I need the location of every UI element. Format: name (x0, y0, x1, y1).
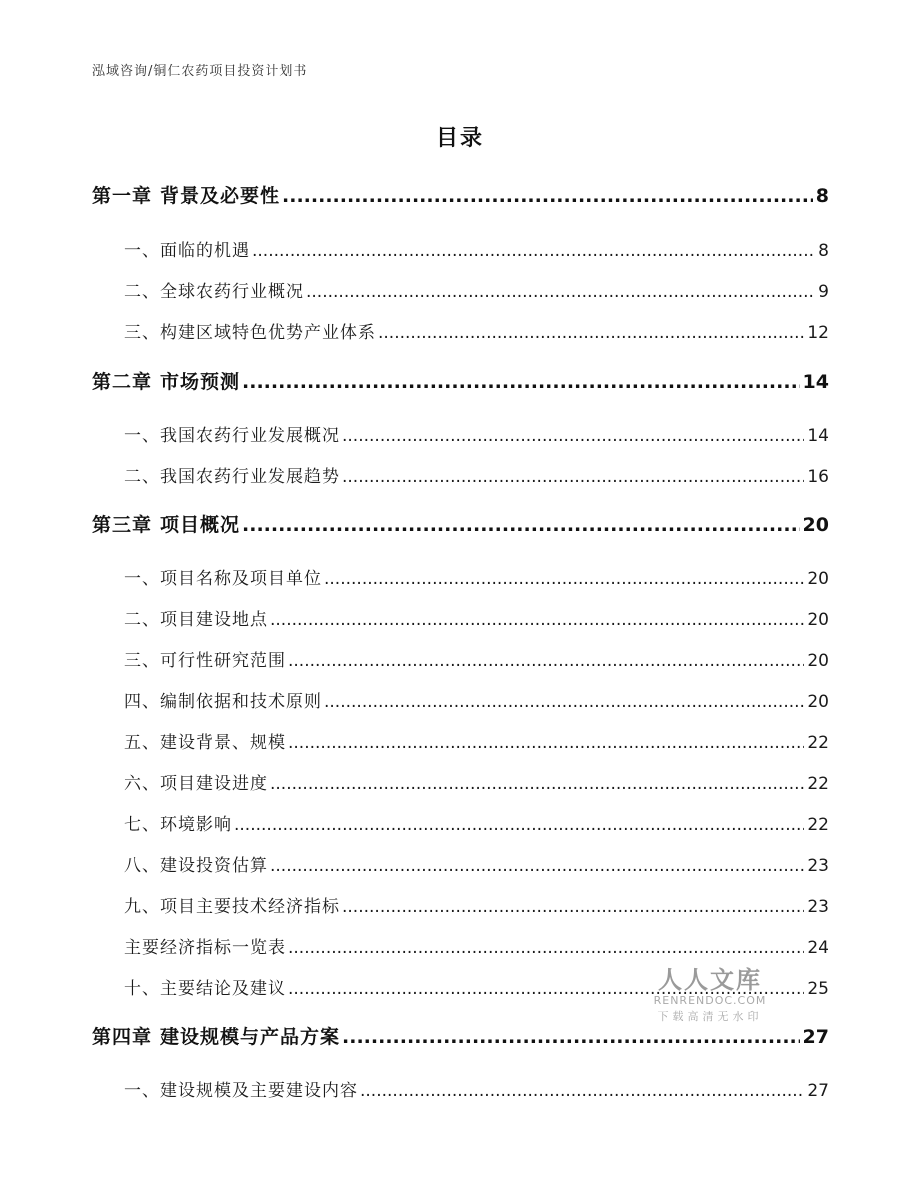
toc-entry-section-3-9[interactable] (124, 892, 829, 917)
toc-entry-label: 我国农药行业发展趋势 (160, 467, 340, 487)
toc-leader-dots (234, 815, 804, 835)
toc-entry-page: 8 (818, 241, 829, 261)
toc-entry-label: 项目建设进度 (160, 774, 268, 794)
toc-entry-number: 四、 (124, 692, 160, 712)
toc-entry-label: 项目概况 (160, 514, 241, 536)
toc-entry-page: 23 (807, 897, 829, 917)
toc-entry-page: 14 (802, 371, 829, 393)
toc-leader-dots (342, 426, 804, 446)
toc-entry-number: 第三章 (92, 514, 153, 536)
toc-entry-label: 市场预测 (160, 371, 241, 393)
toc-entry-chapter-4[interactable] (92, 1022, 829, 1049)
toc-entry-page: 8 (815, 185, 829, 207)
running-header: 泓域咨询/铜仁农药项目投资计划书 (92, 64, 308, 79)
toc-entry-section-3-2[interactable] (124, 605, 829, 630)
toc-entry-page: 9 (818, 282, 829, 302)
toc-leader-dots (342, 897, 804, 917)
toc-leader-dots (288, 938, 804, 958)
toc-entry-section-3-1[interactable] (124, 564, 829, 589)
toc-entry-section-2-2[interactable] (124, 462, 829, 487)
toc-entry-label: 建设规模与产品方案 (160, 1026, 341, 1048)
toc-entry-number: 五、 (124, 733, 160, 753)
toc-entry-section-3-3[interactable] (124, 646, 829, 671)
toc-entry-page: 20 (807, 569, 829, 589)
toc-leader-dots (288, 651, 804, 671)
toc-entry-section-3-8[interactable] (124, 851, 829, 876)
toc-entry-page: 20 (807, 651, 829, 671)
toc-entry-section-2-1[interactable] (124, 421, 829, 446)
toc-entry-page: 14 (807, 426, 829, 446)
toc-entry-number: 一、 (124, 426, 160, 446)
toc-entry-page: 22 (807, 774, 829, 794)
toc-entry-section-4-1[interactable] (124, 1076, 829, 1101)
toc-entry-number: 八、 (124, 856, 160, 876)
toc-entry-section-3-5[interactable] (124, 728, 829, 753)
toc-entry-page: 25 (807, 979, 829, 999)
toc-entry-label: 项目建设地点 (160, 610, 268, 630)
toc-entry-label: 环境影响 (160, 815, 232, 835)
toc-leader-dots (282, 185, 813, 207)
toc-leader-dots (378, 323, 804, 343)
toc-entry-number: 一、 (124, 241, 160, 261)
toc-entry-chapter-3[interactable] (92, 510, 829, 537)
toc-entry-number: 第一章 (92, 185, 153, 207)
toc-entry-page: 24 (807, 938, 829, 958)
watermark-logo-text: 人人文库 (658, 966, 762, 994)
watermark-url: RENRENDOC.COM (653, 994, 767, 1007)
toc-entry-label: 背景及必要性 (160, 185, 281, 207)
toc-title: 目录 (435, 126, 484, 151)
toc-entry-section-3-6[interactable] (124, 769, 829, 794)
toc-entry-page: 27 (802, 1026, 829, 1048)
toc-entry-label: 建设投资估算 (160, 856, 268, 876)
toc-entry-page: 20 (802, 514, 829, 536)
toc-entry-label: 项目主要技术经济指标 (160, 897, 340, 917)
toc-entry-number: 一、 (124, 569, 160, 589)
toc-entry-page: 20 (807, 610, 829, 630)
toc-leader-dots (342, 467, 804, 487)
toc-entry-page: 22 (807, 733, 829, 753)
toc-leader-dots (288, 733, 804, 753)
toc-entry-number: 第四章 (92, 1026, 153, 1048)
watermark-tagline: 下载高清无水印 (657, 1010, 763, 1023)
toc-entry-number: 二、 (124, 467, 160, 487)
toc-entry-label: 编制依据和技术原则 (160, 692, 322, 712)
toc-entry-section-3-7[interactable] (124, 810, 829, 835)
toc-entry-label: 项目名称及项目单位 (160, 569, 322, 589)
toc-entry-number: 九、 (124, 897, 160, 917)
toc-entry-page: 22 (807, 815, 829, 835)
toc-entry-main-indicators-table[interactable] (124, 933, 829, 958)
toc-entry-number: 三、 (124, 651, 160, 671)
toc-entry-label: 我国农药行业发展概况 (160, 426, 340, 446)
toc-leader-dots (242, 514, 800, 536)
toc-entry-number: 十、 (124, 979, 160, 999)
toc-entry-page: 20 (807, 692, 829, 712)
toc-leader-dots (324, 569, 804, 589)
toc-entry-section-1-3[interactable] (124, 318, 829, 343)
watermark (640, 960, 780, 1024)
toc-entry-number: 七、 (124, 815, 160, 835)
toc-entry-number: 第二章 (92, 371, 153, 393)
toc-entry-page: 27 (807, 1081, 829, 1101)
toc-entry-label: 构建区域特色优势产业体系 (160, 323, 376, 343)
toc-entry-number: 二、 (124, 282, 160, 302)
toc-entry-label: 面临的机遇 (160, 241, 250, 261)
toc-entry-chapter-2[interactable] (92, 367, 829, 394)
toc-leader-dots (270, 774, 804, 794)
toc-entry-label: 建设背景、规模 (160, 733, 286, 753)
toc-entry-label: 可行性研究范围 (160, 651, 286, 671)
toc-entry-number: 二、 (124, 610, 160, 630)
toc-entry-number: 三、 (124, 323, 160, 343)
toc-leader-dots (324, 692, 804, 712)
toc-entry-section-3-4[interactable] (124, 687, 829, 712)
toc-entry-page: 12 (807, 323, 829, 343)
toc-leader-dots (270, 856, 804, 876)
toc-leader-dots (270, 610, 804, 630)
toc-entry-section-1-2[interactable] (124, 277, 829, 302)
toc-entry-number: 六、 (124, 774, 160, 794)
toc-leader-dots (252, 241, 815, 261)
toc-entry-label: 主要经济指标一览表 (124, 938, 286, 958)
toc-entry-label: 建设规模及主要建设内容 (160, 1081, 358, 1101)
toc-entry-page: 16 (807, 467, 829, 487)
toc-leader-dots (342, 1026, 800, 1048)
toc-entry-label: 主要结论及建议 (160, 979, 286, 999)
toc-leader-dots (306, 282, 815, 302)
toc-entry-label: 全球农药行业概况 (160, 282, 304, 302)
toc-leader-dots (242, 371, 800, 393)
toc-entry-page: 23 (807, 856, 829, 876)
toc-entry-number: 一、 (124, 1081, 160, 1101)
toc-entry-section-1-1[interactable] (124, 236, 829, 261)
toc-entry-chapter-1[interactable] (92, 181, 829, 208)
toc-leader-dots (360, 1081, 804, 1101)
